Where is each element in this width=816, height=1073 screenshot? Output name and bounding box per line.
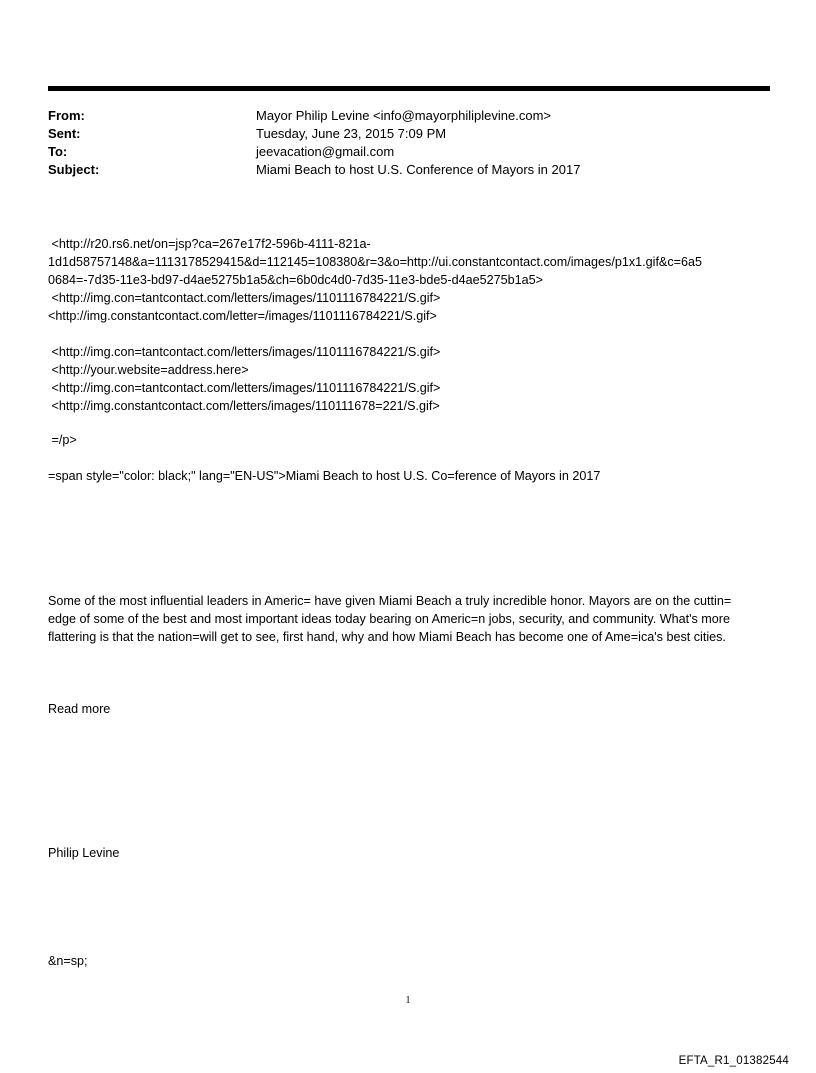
to-label: To: <box>48 144 68 159</box>
sent-value: Tuesday, June 23, 2015 7:09 PM <box>256 126 447 141</box>
main-paragraph: Some of the most influential leaders in Americ= have given Miami Beach a truly incredible honor. Mayors are on the cuttin= edge of some of the best and most important ideas today bearing on Americ=n jobs, security, and community. What's more flattering is that the nation=will get to see, first hand, why and how Miami Beach has become one of Ame=ica's best cities. <box>48 594 732 644</box>
read-more-link: Read more <box>48 702 111 716</box>
from-row <box>48 107 770 125</box>
nbsp-artifact: &n=sp; <box>48 954 88 968</box>
subject-label: Subject: <box>48 162 100 177</box>
email-header <box>48 107 770 179</box>
tracking-link-block: <http://r20.rs6.net/on=jsp?ca=267e17f2-596b-4111-821a- 1d1d58757148&a=1113178529415&d=112145=108380&r=3&o=http://ui.constantcontact.com/images/p1x1.gif&c=6a5 0684=-7d35-11e3-bd97-d4ae5275b1a5&ch=6b0dc4d0-7d35-11e3-bde5-d4ae5275b1a5> <http://img.con=tantcontact.com/letters/images/1101116784221/S.gif> <http://img.constantcontact.com/letter=/images/1101116784221/S.gif> <box>48 237 703 323</box>
from-value: Mayor Philip Levine <info@mayorphiliplevine.com> <box>256 108 552 123</box>
sent-row <box>48 125 770 143</box>
page-number: 1 <box>405 995 411 1006</box>
signature: Philip Levine <box>48 846 120 860</box>
html-artifact-p: =/p> <box>48 433 77 447</box>
header-divider <box>48 86 770 91</box>
to-value: jeevacation@gmail.com <box>256 144 395 159</box>
subject-row <box>48 161 770 179</box>
document-id: EFTA_R1_01382544 <box>678 1055 789 1067</box>
to-row <box>48 143 770 161</box>
subject-value: Miami Beach to host U.S. Conference of Mayors in 2017 <box>256 162 581 177</box>
from-label: From: <box>48 108 85 123</box>
sent-label: Sent: <box>48 126 81 141</box>
html-artifact-span-title: =span style="color: black;" lang="EN-US">Miami Beach to host U.S. Co=ference of Mayors in 2017 <box>48 469 601 483</box>
image-link-block: <http://img.con=tantcontact.com/letters/images/1101116784221/S.gif> <http://your.website=address.here> <http://img.con=tantcontact.com/letters/images/1101116784221/S.gif> <http://img.constantcontact.com/letters/images/110111678=221/S.gif> <box>51 345 441 413</box>
